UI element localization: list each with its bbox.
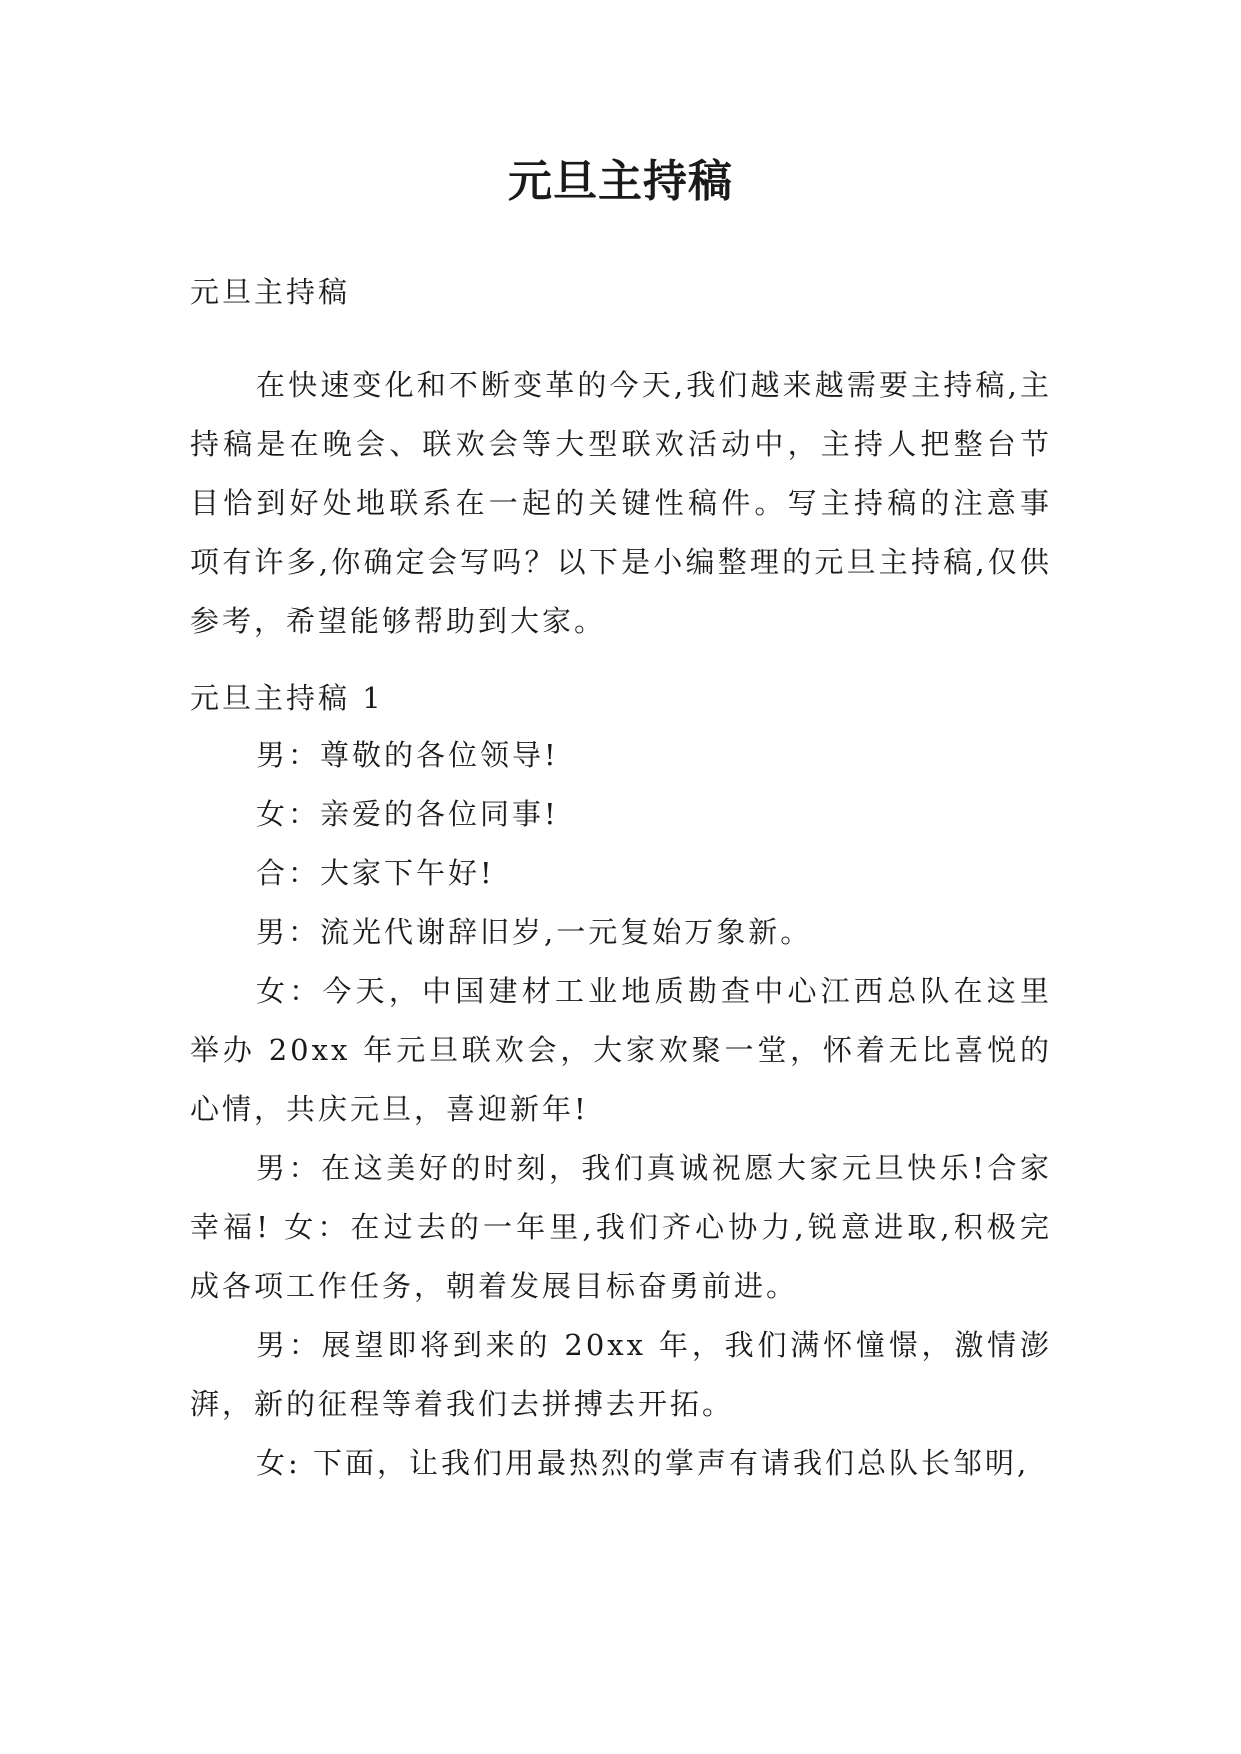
script-line: 男：展望即将到来的 20xx 年，我们满怀憧憬，激情澎湃，新的征程等着我们去拼搏去开拓。 (190, 1328, 1052, 1421)
document-body (190, 262, 1052, 322)
document-subtitle: 元旦主持稿 (190, 275, 351, 309)
script-line: 女: 下面，让我们用最热烈的掌声有请我们总队长邹明, (256, 1446, 1030, 1480)
script-line: 女：今天，中国建材工业地质勘查中心江西总队在这里举办 20xx 年元旦联欢会，大家欢聚一堂，怀着无比喜悦的心情，共庆元旦，喜迎新年! (190, 974, 1052, 1126)
section-heading: 元旦主持稿 1 (190, 681, 384, 715)
script-line: 男：在这美好的时刻，我们真诚祝愿大家元旦快乐!合家幸福! 女：在过去的一年里,我们齐心协力,锐意进取,积极完成各项工作任务，朝着发展目标奋勇前进。 (190, 1151, 1052, 1303)
intro-paragraph: 在快速变化和不断变革的今天,我们越来越需要主持稿,主持稿是在晚会、联欢会等大型联欢活动中，主持人把整台节目恰到好处地联系在一起的关键性稿件。写主持稿的注意事项有许多,你确定会写吗？以下是小编整理的元旦主持稿,仅供参考，希望能够帮助到大家。 (190, 368, 1052, 638)
intro-section (190, 356, 1052, 651)
script-line: 女：亲爱的各位同事! (256, 797, 559, 831)
script-line: 合：大家下午好! (256, 856, 495, 890)
script-section (190, 670, 1052, 1493)
script-line: 男：流光代谢辞旧岁,一元复始万象新。 (256, 915, 813, 949)
script-line: 男：尊敬的各位领导! (256, 738, 559, 772)
document-title: 元旦主持稿 (508, 156, 733, 207)
